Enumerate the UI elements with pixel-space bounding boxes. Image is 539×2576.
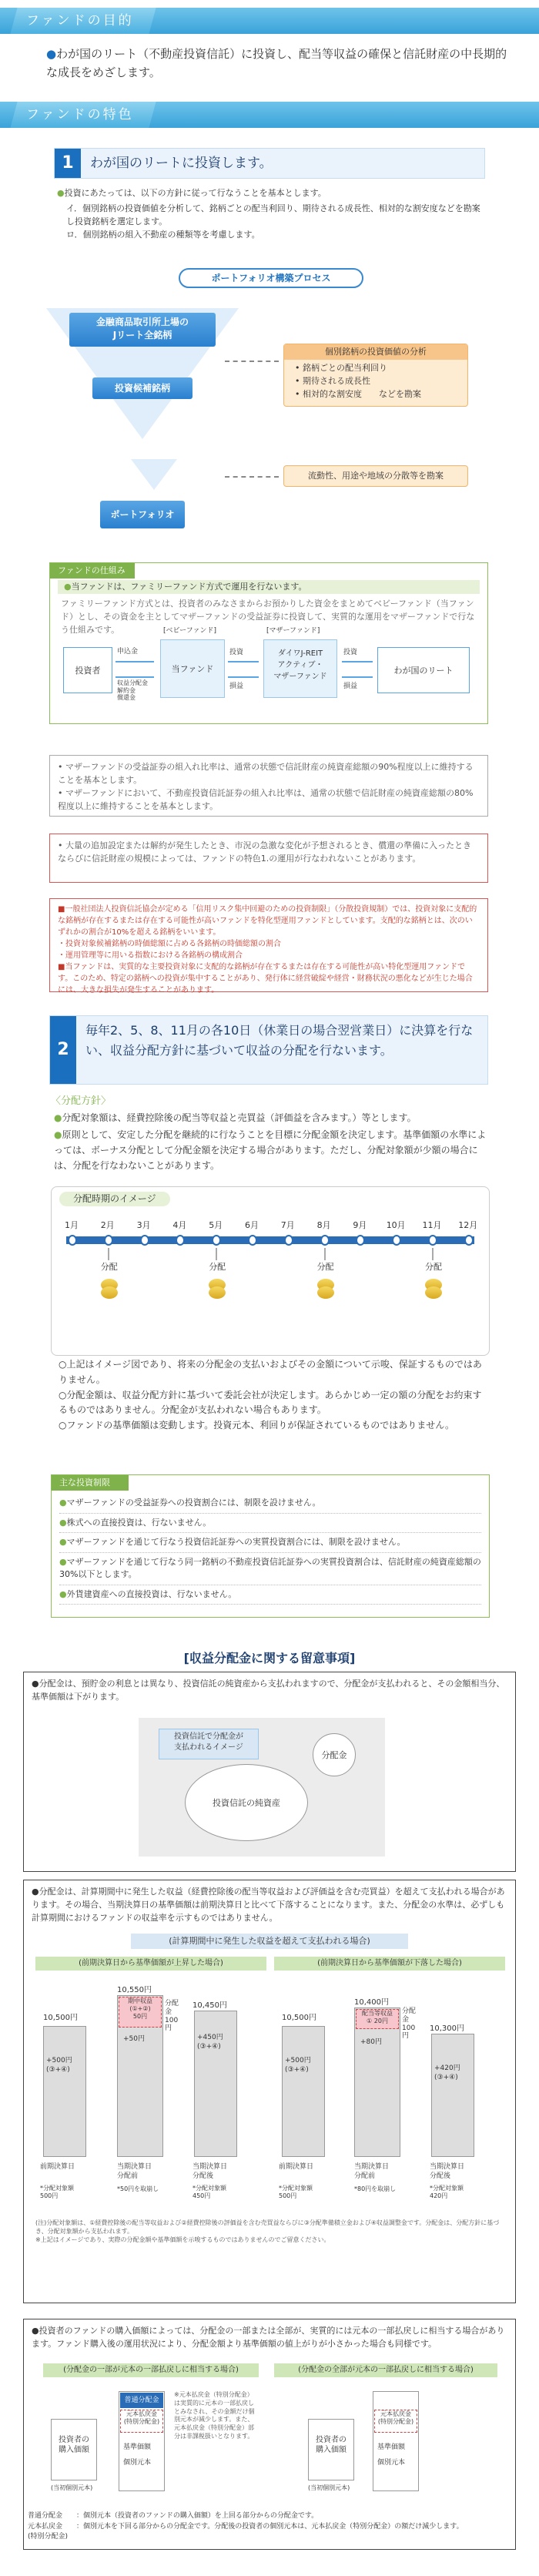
mechanism-box: ファンドの仕組み ●当ファンドは、ファミリーファンド方式で運用を行ないます。 ファミリーファンド方式とは、投資者のみなさまからお預かりした資金をまとめてベビーファンド（当ファンド）とし、その資金を主としてマザーファンドの受益証券に投資して、実質的な運用をマザーファンドで行なう仕組みです。 [49,562,488,724]
mech-investor: 投資者 [63,647,112,693]
month-label: 4月 [172,1220,187,1230]
process-title: ポートフォリオ構築プロセス [179,268,363,288]
left-chart-title: (前期決算日から基準価額が上昇した場合) [35,1957,266,1971]
mech-gain: 損益 [229,683,244,690]
month-label: 9月 [353,1220,367,1230]
coin-icon [317,1286,334,1299]
img1-dist: 分配金 [313,1733,356,1776]
img1-asset: 投資信託の純資産 [185,1764,308,1841]
caution-footer: 普通分配金 ：個別元本（投資者のファンドの購入価額）を上回る部分からの分配金です。 元本払戻金 ：個別元本を下回る部分からの分配金です。分配後の投資者の個別元本は、元本払戻金（特別分配金）の額だけ減少します。 (特別分配金) [28,2512,464,2541]
mech-baby-label: [ベビーファンド] [163,627,217,635]
feature1-heading: 1 わが国のリートに投資します。 [54,148,485,179]
limit-item: ●株式への直接投資は、行ないません。 [59,1514,481,1534]
limit-item: ●マザーファンドの受益証券への投資割合には、制限を設けません。 [59,1494,481,1514]
img1-label: 投資信託で分配金が 支払われるイメージ [159,1729,259,1759]
timeline-notes: ○上記はイメージ図であり、将来の分配金の支払いおよびその金額について示唆、保証するものではありません。 ○分配金額は、収益分配方針に基づいて委託会社が決定します。あらかじめ一定の額の分配をお約束するものではありません。分配金が支払われない場合もあります。 ○ファンドの基準価額は変動します。投資元本、利回りが保証されているものではありません。 [59,1359,482,1431]
purpose-text: ●わが国のリート（不動産投資信託）に投資し、配当等収益の確保と信託財産の中長期的な成長をめざします。 [46,47,507,79]
caution-box-3: ●投資者のファンドの購入価額によっては、分配金の一部または全部が、実質的には元本の一部払戻しに相当する場合があります。ファンド購入後の運用状況により、分配金額より基準価額の値上がりが小さかった場合も同様です。 [23,2319,516,2550]
month-dot [248,1235,257,1246]
policy-1: ●分配対象額は、経費控除後の配当等収益と売買益（評価益を含みます。）等とします。 [54,1112,417,1123]
policy-title: 〈分配方針〉 [51,1095,112,1107]
limit-item: ●マザーファンドを通じて行なう投資信託証券への実質投資割合には、制限を設けません。 [59,1533,481,1553]
month-label: 8月 [316,1220,331,1230]
timeline-label: 分配時期のイメージ [59,1192,170,1206]
mech-mother: ダイワJ-REIT アクティブ・ マザーファンド [263,639,337,698]
dist-label: 分配 [100,1262,118,1272]
feature1-item-a: イ．個別銘柄の投資価値を分析して、銘柄ごとの配当利回り、期待される成長性、相対的な割安度などを勘案し投資銘柄を選定します。 [66,203,480,227]
coin-icon [425,1286,442,1299]
month-dot [68,1235,77,1246]
mech-mother-label: [マザーファンド] [266,627,320,635]
month-label: 7月 [280,1220,295,1230]
caution-box-1: ●分配金は、預貯金の利息とは異なり、投資信託の純資産から支払われますので、分配金が支払われると、その金額相当分、基準価額は下がります。 [23,1672,516,1872]
mech-profit: 収益分配金 解約金 償還金 [117,679,148,702]
limit-item: ●外貨建資産への直接投資は、行ないません。 [59,1585,481,1605]
mech-baby: 当ファンド [160,639,225,698]
month-label: 11月 [422,1220,442,1230]
dist-label: 分配 [316,1262,334,1272]
chart-title: (計算期間中に発生した収益を超えて支払われる場合) [131,1934,408,1949]
notes-exception: • 大量の追加設定または解約が発生したとき、市況の急激な変化が予想されるとき、償還の準備に入ったときならびに信託財産の規模によっては、ファンドの特色1.の運用が行なわれないことがあります。 [49,834,488,883]
consider-box: 流動性、用途や地域の分散等を勘案 [283,465,468,487]
month-label: 6月 [245,1220,259,1230]
month-label: 10月 [386,1220,406,1230]
month-dot [428,1235,437,1246]
feature1-item-b: ロ．個別銘柄の組入不動産の種類等を考慮します。 [66,230,260,240]
caution-box-2: ●分配金は、計算期間中に発生した収益（経費控除後の配当等収益および評価益を含む売買益）を超えて支払われる場合があります。その場合、当期決算日の基準価額は前期決算日と比べて下落することになります。また、分配金の水準は、必ずしも計算期間におけるファンドの収益率を示すものではありません。 [23,1880,516,2303]
node-candidates: 投資候補銘柄 [92,377,192,399]
timeline-bar [66,1236,474,1244]
month-label: 3月 [136,1220,151,1230]
caution-title: [収益分配金に関する留意事項] [183,1651,356,1665]
limit-item: ●マザーファンドを通じて行なう同一銘柄の不動産投資信託証券への実質投資割合は、信託財産の純資産総額の30%以下とします。 [59,1553,481,1585]
c2-title: (分配金の全部が元本の一部払戻しに相当する場合) [274,2363,497,2377]
feature1-intro: ●投資にあたっては、以下の方針に従って行なうことを基本とします。 [57,188,326,198]
purpose-header: ファンドの目的 [0,8,539,34]
mech-reit: わが国のリート [377,647,470,693]
left-bar-after [194,2011,237,2157]
month-dot [320,1235,330,1246]
coin-icon [101,1286,118,1299]
mech-invest: 投資 [229,649,244,656]
notes-concentration: ■一般社団法人投資信託協会が定める「信用リスク集中回避のための投資制限」（分散投資規制）では、投資対象に支配的な銘柄が存在するまたは存在する可能性が高いファンドを特化型運用ファンドとしています。支配的な銘柄とは、次のいずれかの割合が10%を超える銘柄をいいます。 ・投資対象候補銘柄の時価総額に占める各銘柄の時価総額の割合 ・運用管理等に用いる指数における各銘柄の構成割合 ■当ファンドは、実質的な主要投資対象に支配的な銘柄が存在するまたは存在する可能性が高い特化型運用ファンドです。このため、特定の銘柄への投資が集中することがあり、発行体に経営破綻や経営・財務状況の悪化などが生じた場合には、大きな損失が発生することがあります。 [49,898,488,992]
features-header: ファンドの特色 [0,102,539,128]
month-dot [284,1235,293,1246]
month-dot [140,1235,149,1246]
mech-apply: 申込金 [117,648,139,656]
node-portfolio: ポートフォリオ [100,501,185,528]
analysis-box: 個別銘柄の投資価値の分析 • 銘柄ごとの配当利回り • 期待される成長性 • 相対的な割安度 などを勘案 [283,344,468,407]
month-label: 5月 [209,1220,223,1230]
notes-ratio: • マザーファンドの受益証券の組入れ比率は、通常の状態で信託財産の純資産総額の90%程度以上に維持することを基本とします。 • マザーファンドにおいて、不動産投資信託証券の組入れ比率は、通常の状態で信託財産の純資産総額の80%程度以上に維持することを基本とします。 [49,755,488,817]
dist-label: 分配 [425,1262,442,1272]
c1-title: (分配金の一部が元本の一部払戻しに相当する場合) [43,2363,259,2377]
c1-note: ※元本払戻金（特別分配金）は実質的に元本の一部払戻しとみなされ、その金額だけ個別元本が減少します。また、元本払戻金（特別分配金）部分は非課税扱いとなります。 [174,2391,255,2440]
left-bar-prev [43,2026,86,2157]
dist-label: 分配 [209,1262,226,1272]
month-label: 2月 [100,1220,115,1230]
month-label: 12月 [458,1220,478,1230]
policy-2: ●原則として、安定した分配を継続的に行なうことを目標に分配金額を決定します。基準価額の水準によっては、ボーナス分配として分配金額を決定する場合があります。ただし、分配対象額が少額の場合には、分配を行なわないことがあります。 [54,1129,487,1171]
right-bar-after [431,2034,474,2157]
feature2-heading: 2 毎年2、5、8、11月の各10日（休業日の場合翌営業日）に決算を行ない、収益分配方針に基づいて収益の分配を行ないます。 [49,1015,488,1085]
right-bar-before [354,2007,400,2157]
month-dot [464,1235,474,1246]
chart-footnote: (注)分配対象額は、①経費控除後の配当等収益および②経費控除後の評価益を含む売買益ならびに③分配準備積立金および④収益調整金です。分配金は、分配方針に基づき、分配対象額から支払われます。 ※上記はイメージであり、実際の分配金額や基準価額を示唆するものではありませんのでご留意ください。 [35,2219,500,2244]
limits-box: 主な投資制限 ●マザーファンドの受益証券への投資割合には、制限を設けません。 ●株式への直接投資は、行ないません。 ●マザーファンドを通じて行なう投資信託証券への実質投資割合には、制限を設けません。 ●マザーファンドを通じて行なう同一銘柄の不動産投資信託証券への実質投資割合は、信託財産の純資産総額の30%以下とします。 ●外貨建資産への直接投資は、行ないません。 [51,1474,490,1618]
node-all-reits: 金融商品取引所上場の Jリート全銘柄 [69,313,216,347]
month-label: 1月 [65,1220,79,1230]
month-dot [104,1235,113,1246]
right-bar-prev [282,2026,325,2157]
right-chart-title: (前期決算日から基準価額が下落した場合) [274,1957,505,1971]
